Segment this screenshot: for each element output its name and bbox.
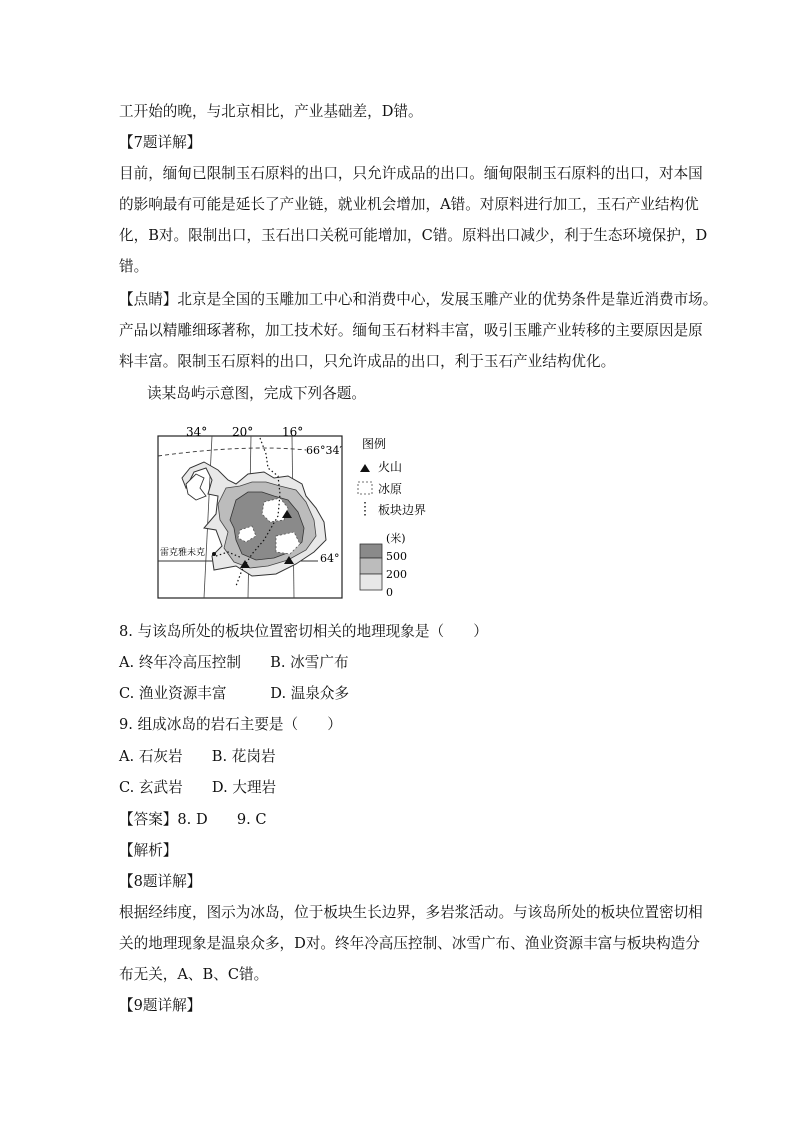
- section-heading: 【8题详解】: [119, 873, 202, 890]
- question-line: 8. 与该岛所处的板块位置密切相关的地理现象是（ ）: [119, 623, 488, 640]
- answer-line: 【答案】8. D 9. C: [119, 811, 267, 828]
- elevation-value: 200: [386, 568, 407, 581]
- island-map-graphic: [156, 424, 432, 600]
- elevation-swatch-mid: [360, 558, 382, 574]
- option-line: C. 渔业资源丰富 D. 温泉众多: [119, 685, 350, 702]
- legend-label: 板块边界: [378, 503, 427, 517]
- text-line: 根据经纬度，图示为冰岛，位于板块生长边界，多岩浆活动。与该岛所处的板块位置密切相: [119, 904, 703, 921]
- instruction-line: 读某岛屿示意图，完成下列各题。: [147, 385, 366, 402]
- option-line: A. 终年冷高压控制 B. 冰雪广布: [119, 654, 349, 671]
- lon-label: 16°: [282, 425, 304, 439]
- section-heading: 【9题详解】: [119, 997, 202, 1014]
- lon-label: 20°: [232, 425, 254, 439]
- option-line: C. 玄武岩 D. 大理岩: [119, 779, 277, 796]
- text-line: 料丰富。限制玉石原料的出口，只允许成品的出口，利于玉石产业结构优化。: [119, 353, 616, 370]
- text-line: 产品以精雕细琢著称，加工技术好。缅甸玉石材料丰富，吸引玉雕产业转移的主要原因是原: [119, 322, 703, 339]
- city-marker: [212, 552, 216, 556]
- legend-label: 冰原: [378, 482, 403, 496]
- elevation-value: 0: [386, 586, 393, 599]
- elevation-value: 500: [386, 550, 407, 563]
- text-line: 工开始的晚，与北京相比，产业基础差，D错。: [119, 103, 423, 120]
- glacier-legend-swatch: [358, 482, 372, 494]
- legend-label: 火山: [378, 460, 403, 474]
- text-line: 错。: [119, 258, 149, 275]
- volcano-legend-icon: [360, 464, 370, 472]
- text-line: 化，B对。限制出口，玉石出口关税可能增加，C错。原料出口减少，利于生态环境保护，D: [119, 227, 708, 244]
- elevation-swatch-high: [360, 544, 382, 558]
- legend-title: 图例: [362, 437, 387, 451]
- option-line: A. 石灰岩 B. 花岗岩: [119, 748, 276, 765]
- lon-label: 34°: [186, 425, 208, 439]
- text-line: 目前，缅甸已限制玉石原料的出口，只允许成品的出口。缅甸限制玉石原料的出口，对本国: [119, 165, 703, 182]
- section-heading: 【解析】: [119, 842, 178, 859]
- island-map: [156, 424, 432, 600]
- text-line: 【点睛】北京是全国的玉雕加工中心和消费中心，发展玉雕产业的优势条件是靠近消费市场。: [119, 291, 718, 308]
- elevation-unit: (米): [386, 532, 406, 545]
- text-line: 布无关，A、B、C错。: [119, 966, 269, 983]
- city-label: 雷克雅未克: [160, 548, 206, 558]
- question-line: 9. 组成冰岛的岩石主要是（ ）: [119, 716, 342, 733]
- text-line: 关的地理现象是温泉众多，D对。终年冷高压控制、冰雪广布、渔业资源丰富与板块构造分: [119, 935, 700, 952]
- arctic-circle-label: 66°34′: [306, 444, 342, 457]
- text-line: 的影响最有可能是延长了产业链，就业机会增加，A错。对原料进行加工，玉石产业结构优: [119, 196, 699, 213]
- section-heading: 【7题详解】: [119, 134, 202, 151]
- elevation-swatch-low: [360, 574, 382, 590]
- latitude-label: 64°: [320, 552, 340, 565]
